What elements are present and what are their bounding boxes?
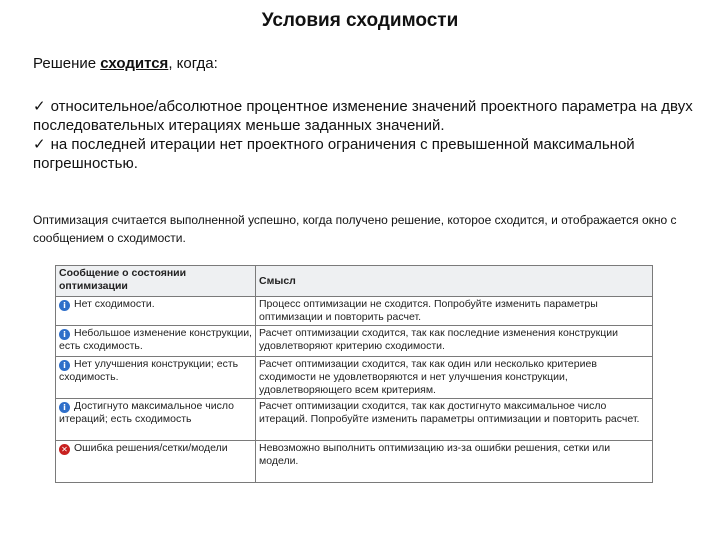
status-message-table (55, 265, 652, 483)
condition-item (33, 97, 698, 135)
message-text: Достигнуто максимальное число итераций; есть сходимость (59, 400, 234, 425)
lead-emphasis: сходится (100, 55, 169, 72)
success-note: Оптимизация считается выполненной успешно, когда получено решение, которое сходится, и отображается окно с сообщением о сходимости. (33, 213, 677, 245)
condition-text: на последней итерации нет проектного ограничения с превышенной максимальной погрешностью. (33, 136, 635, 172)
condition-text: относительное/абсолютное процентное изменение значений проектного параметра на двух последовательных итерациях меньше заданных значений. (33, 98, 693, 134)
table-row (56, 297, 653, 326)
slide-title: Условия сходимости (261, 10, 459, 31)
condition-item (33, 135, 698, 173)
meaning-cell: Расчет оптимизации сходится, так как один или несколько критериев сходимости не удовлетворяются и нет улучшения конструкции, удовлетворяющего всем критериям. (256, 357, 653, 399)
message-cell (56, 326, 256, 357)
table-row (56, 441, 653, 483)
info-icon: i (59, 300, 70, 311)
table-header-row (56, 266, 653, 297)
message-cell (56, 441, 256, 483)
message-text: Ошибка решения/сетки/модели (74, 442, 228, 454)
message-text: Нет улучшения конструкции; есть сходимость. (59, 358, 239, 383)
checkmark-icon: ✓ (33, 97, 46, 115)
meaning-cell: Расчет оптимизации сходится, так как последние изменения конструкции удовлетворяют критерию сходимости. (256, 326, 653, 357)
header-message: Сообщение о состоянии оптимизации (56, 266, 256, 297)
checkmark-icon: ✓ (33, 135, 46, 153)
message-cell (56, 297, 256, 326)
meaning-cell: Невозможно выполнить оптимизацию из-за ошибки решения, сетки или модели. (256, 441, 653, 483)
table-row (56, 326, 653, 357)
lead-sentence (33, 55, 218, 73)
table-row (56, 399, 653, 441)
meaning-cell: Расчет оптимизации сходится, так как достигнуто максимальное число итераций. Попробуйте изменить параметры оптимизации и повторить расчет. (256, 399, 653, 441)
info-icon: i (59, 360, 70, 371)
info-icon: i (59, 329, 70, 340)
lead-suffix: , когда: (168, 55, 218, 72)
message-text: Небольшое изменение конструкции, есть сходимость. (59, 327, 252, 352)
error-icon: ✕ (59, 444, 70, 455)
lead-prefix: Решение (33, 55, 101, 72)
meaning-cell: Процесс оптимизации не сходится. Попробуйте изменить параметры оптимизации и повторить расчет. (256, 297, 653, 326)
info-icon: i (59, 402, 70, 413)
table-row (56, 357, 653, 399)
message-cell (56, 399, 256, 441)
header-meaning: Смысл (256, 266, 653, 297)
message-cell (56, 357, 256, 399)
message-text: Нет сходимости. (74, 298, 155, 310)
convergence-conditions-list (33, 97, 698, 173)
